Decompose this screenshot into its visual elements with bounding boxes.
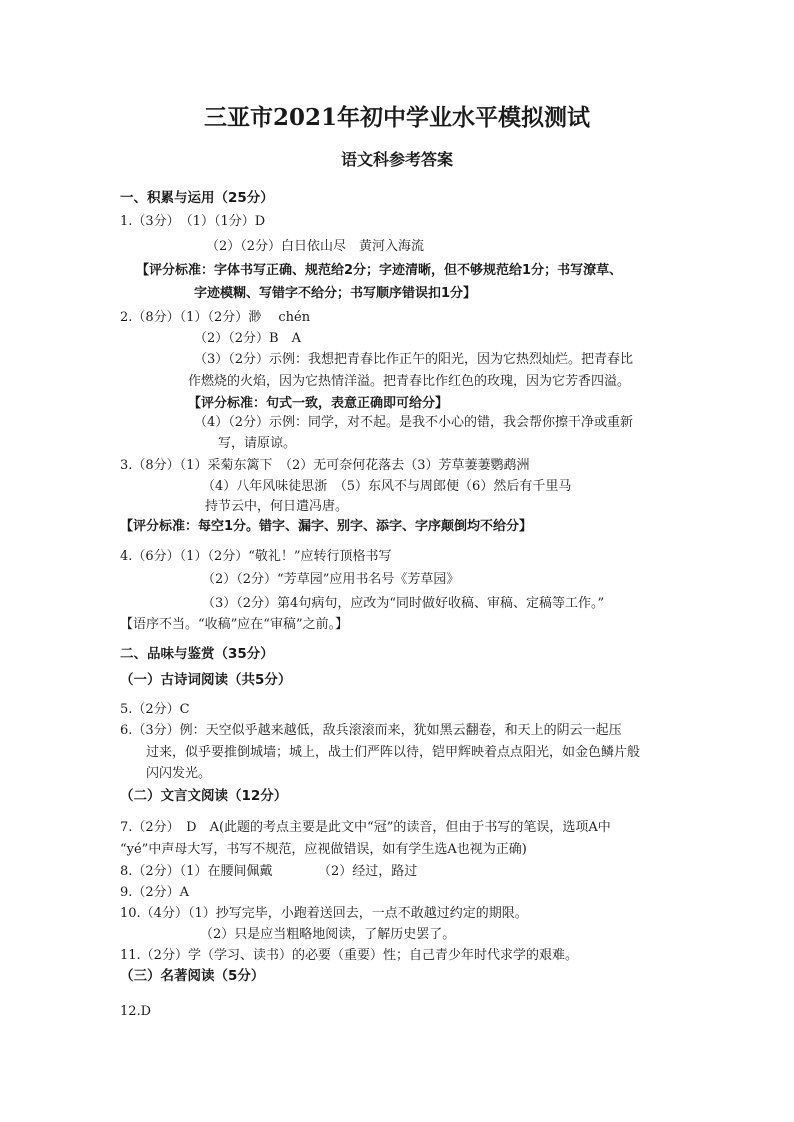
answer-line: （2）只是应当粗略地阅读，了解历史罢了。 (200, 927, 456, 942)
answer-line: 9.（2分）A (120, 885, 190, 900)
document-title: 三亚市2021年初中学业水平模拟测试 (203, 104, 590, 131)
answer-line: （4）八年风味徒思浙 （5）东风不与周郎便（6）然后有千里马 (202, 479, 572, 494)
subsection-heading: （一）古诗词阅读（共5分） (120, 672, 292, 688)
scoring-note: 字迹模糊、写错字不给分；书写顺序错误扣1分】 (194, 286, 477, 301)
subsection-heading: （三）名著阅读（5分） (120, 968, 265, 984)
answer-line: （2）（2分）B A (194, 331, 301, 346)
answer-line: 【语序不当。“收稿”应在“审稿”之前。】 (120, 617, 349, 632)
answer-line: 4.（6分）（1）（2分）“敬礼！”应转行顶格书写 (120, 549, 392, 564)
scoring-note: 【评分标准：字体书写正确、规范给2分；字迹清晰，但不够规范给1分；书写潦草、 (136, 263, 623, 278)
section-heading-2: 二、品味与鉴赏（35分） (120, 646, 274, 662)
answer-line: 10.（4分）（1）抄写完毕，小跑着送回去，一点不敢越过约定的期限。 (120, 906, 528, 921)
subsection-heading: （二）文言文阅读（12分） (120, 788, 288, 804)
answer-line: 持节云中，何日遣冯唐。 (205, 499, 349, 514)
answer-line: 8.（2分）（1）在腰间佩戴 （2）经过，路过 (120, 864, 418, 879)
answer-line: 闪闪发光。 (146, 766, 212, 781)
scoring-note: 【评分标准：每空1分。错字、漏字、别字、添字、字序颠倒均不给分】 (120, 519, 533, 534)
answer-line: 写，请原谅。 (218, 436, 297, 451)
answer-line: 过来，似乎要推倒城墙；城上，战士们严阵以待，铠甲辉映着点点阳光，如金色鳞片般 (146, 745, 641, 760)
scoring-note: 【评分标准：句式一致，表意正确即可给分】 (188, 396, 449, 411)
answer-line: 3.（8分）（1）采菊东篱下 （2）无可奈何花落去（3）芳草萋萋鹦鹉洲 (120, 458, 530, 473)
answer-line: 7.（2分） D A(此题的考点主要是此文中“冠”的读音，但由于书写的笔误，选项A中 (120, 820, 611, 835)
answer-line: 6.（3分）例：天空似乎越来越低，敌兵滚滚而来，犹如黑云翻卷，和天上的阴云一起压 (120, 723, 622, 738)
answer-line: 12.D (120, 1004, 152, 1019)
answer-line: （4）（2分）示例：同学，对不起。是我不小心的错，我会帮你擦干净或重新 (194, 415, 634, 430)
section-heading-1: 一、积累与运用（25分） (120, 190, 274, 206)
answer-line: （2）（2分）白日依山尽 黄河入海流 (206, 239, 425, 254)
answer-line: 11.（2分）学（学习、读书）的必要（重要）性；自己青少年时代求学的艰难。 (120, 948, 578, 963)
answer-line: （2）（2分）“芳草园”应用书名号《芳草园》 (202, 572, 460, 587)
answer-line: “yé”中声母大写，书写不规范，应视做错误，如有学生选A也视为正确) (120, 842, 527, 857)
answer-line: （3）（2分）第4句病句，应改为“同时做好收稿、审稿、定稿等工作。” (202, 596, 605, 611)
answer-line: 1.（3分） （1）（1分）D (120, 214, 266, 229)
document-subtitle: 语文科参考答案 (340, 150, 453, 169)
answer-line: 作燃烧的火焰，因为它热情洋溢。把青春比作红色的玫瑰，因为它芳香四溢。 (188, 374, 631, 389)
answer-line: （3）（2分）示例：我想把青春比作正午的阳光，因为它热烈灿烂。把青春比 (194, 352, 634, 367)
answer-line: 5.（2分）C (120, 702, 190, 717)
answer-line: 2.（8分）（1）（2分）渺 chén (120, 310, 311, 325)
